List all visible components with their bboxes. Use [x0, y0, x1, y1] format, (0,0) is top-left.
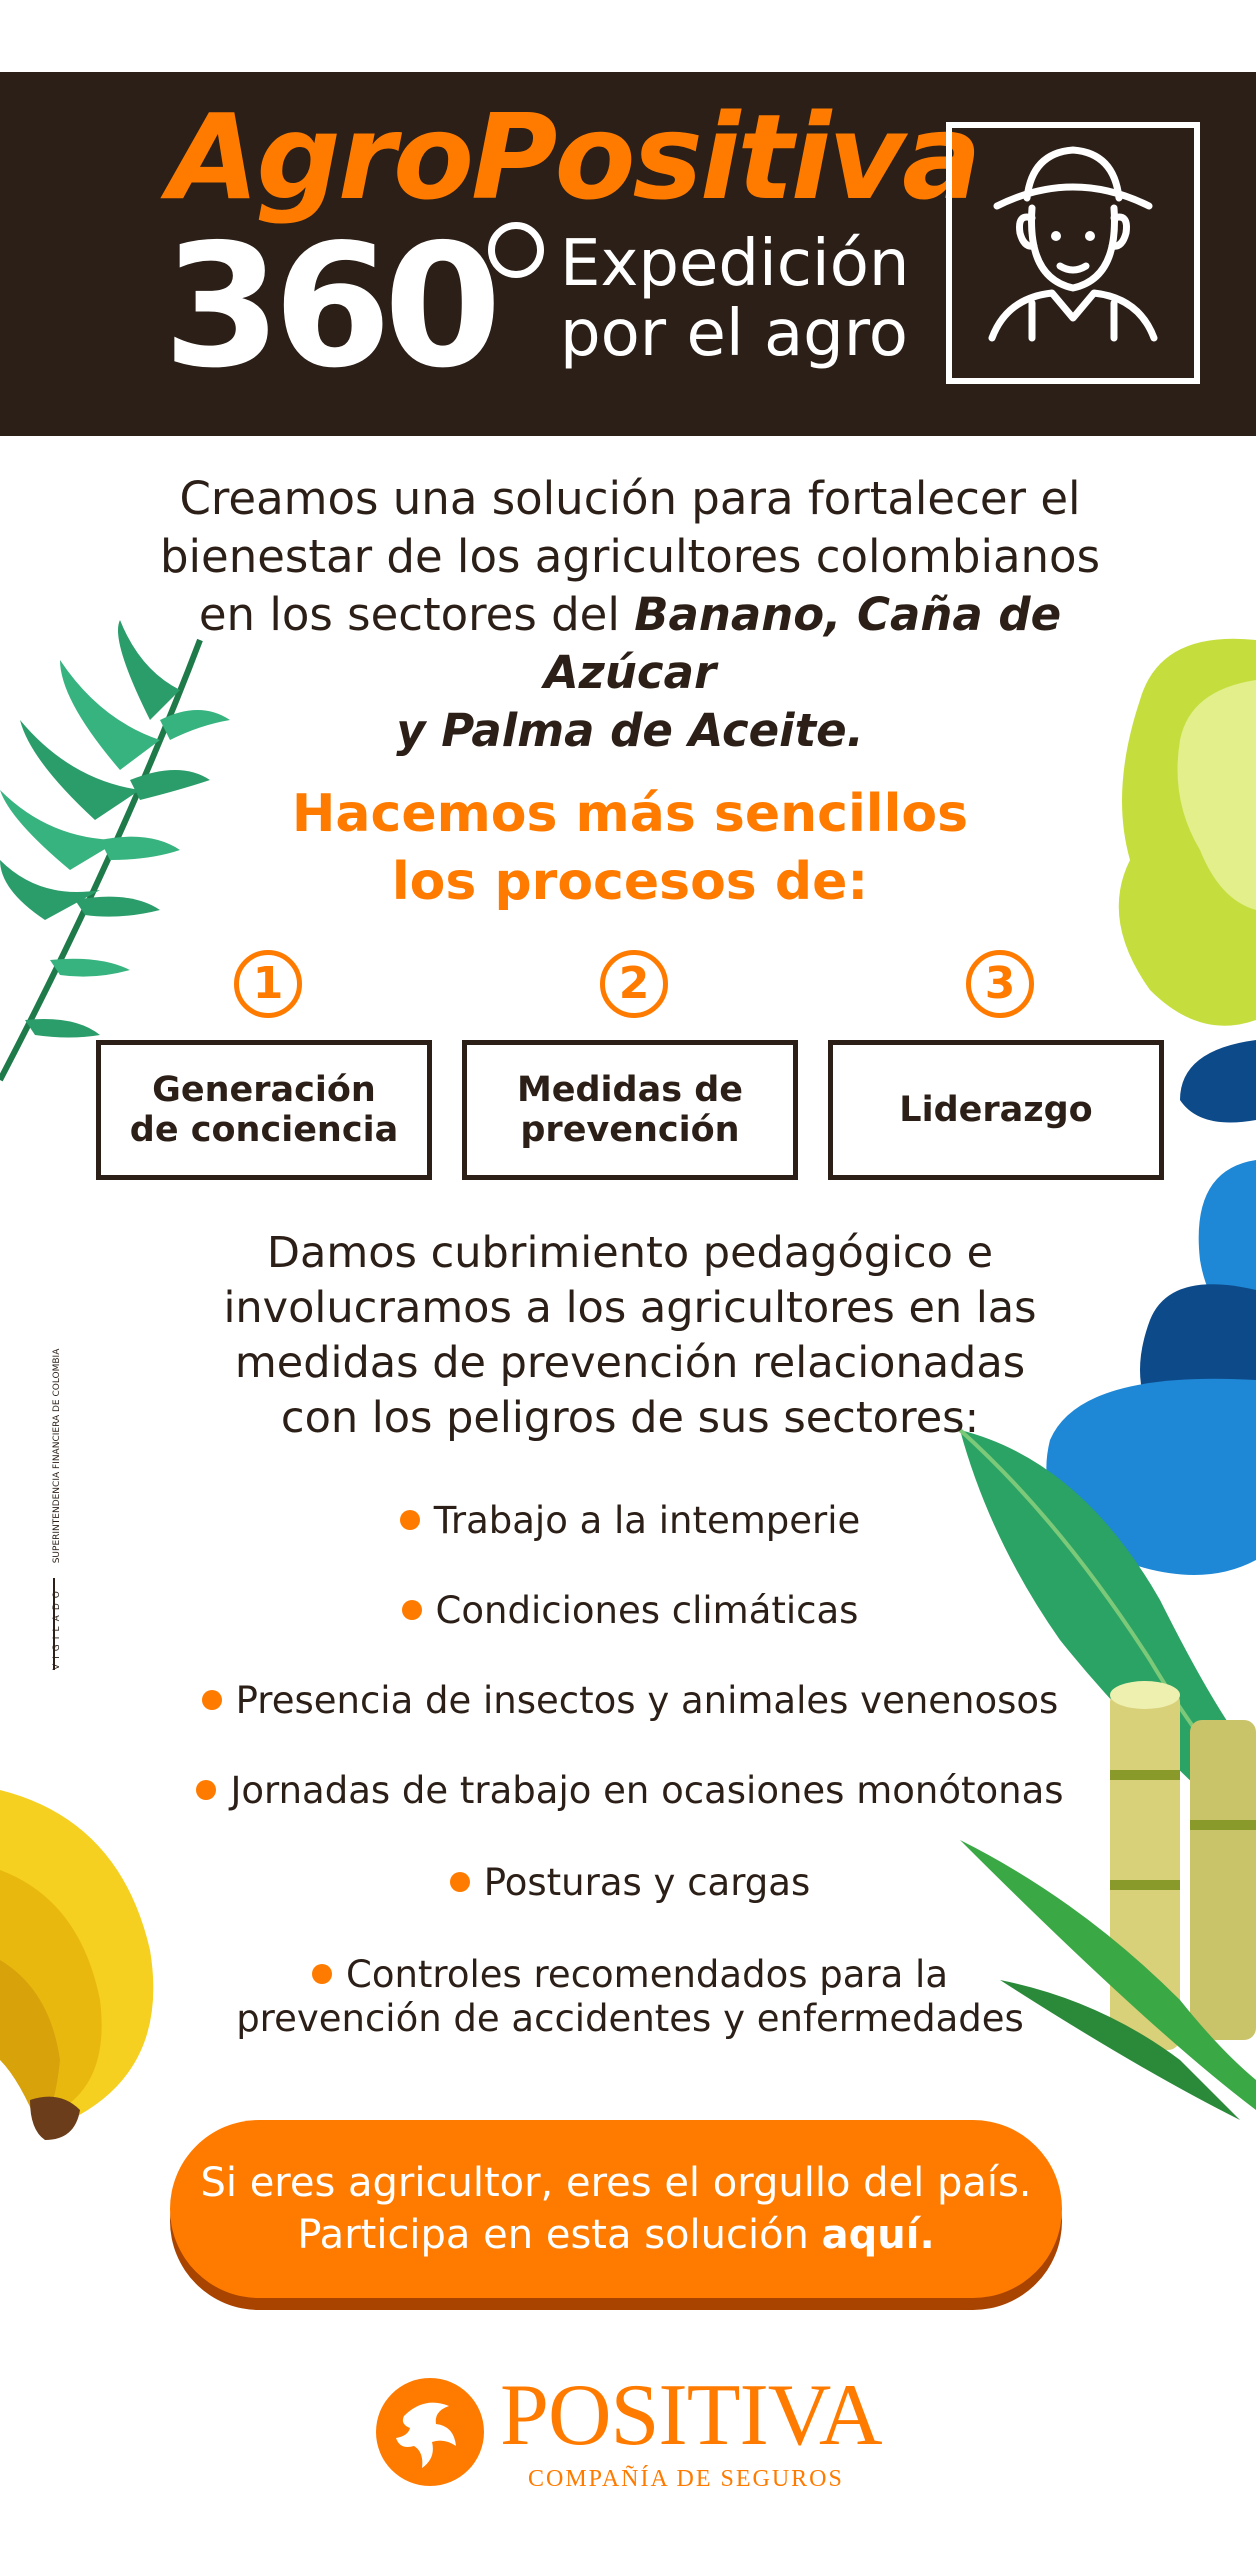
cta-line: Si eres agricultor, eres el orgullo del país.: [200, 2160, 1032, 2206]
list-item: [100, 1952, 1160, 1997]
vigilado-org: SUPERINTENDENCIA FINANCIERA: [52, 1414, 62, 1564]
list-item: [100, 1860, 1160, 1905]
step-box-2: [462, 1040, 798, 1180]
list-item: [100, 1768, 1160, 1813]
cta-button[interactable]: [170, 2120, 1062, 2298]
positiva-logo-icon: [374, 2376, 486, 2488]
subtitle-line1: Expedición: [560, 227, 910, 301]
step-label: prevención: [520, 1110, 740, 1150]
title-number: 360: [163, 208, 494, 406]
heading-line: los procesos de:: [391, 852, 869, 912]
intro-emphasis: y Palma de Aceite.: [396, 704, 864, 757]
cta-link[interactable]: aquí.: [821, 2212, 935, 2258]
intro-line: [130, 702, 1130, 760]
step-number-1: 1: [234, 950, 302, 1018]
list-item: [100, 1588, 1160, 1633]
heading-line: Hacemos más sencillos: [291, 784, 969, 844]
intro-line: Creamos una solución para fortalecer el: [179, 472, 1081, 525]
step-label: Generación: [152, 1070, 376, 1110]
list-item-text: Condiciones climáticas: [435, 1589, 859, 1632]
list-item-text: Presencia de insectos y animales venenosos: [235, 1679, 1059, 1722]
step-label: Medidas de: [516, 1070, 744, 1110]
step-box-1: [96, 1040, 432, 1180]
cta-line: [297, 2209, 934, 2261]
farmer-icon: [952, 128, 1194, 378]
bullet-icon: [196, 1780, 216, 1800]
bullet-icon: [202, 1690, 222, 1710]
logo-tagline: COMPAÑÍA DE SEGUROS: [528, 2466, 844, 2492]
list-item-continuation: prevención de accidentes y enfermedades: [236, 1997, 1024, 2040]
bullet-icon: [312, 1964, 332, 1984]
intro-line: [130, 586, 1130, 702]
step-number-3: 3: [966, 950, 1034, 1018]
brand-title: AgroPositiva: [168, 88, 979, 226]
list-item-text: Controles recomendados para la: [345, 1953, 949, 1996]
bullet-icon: [400, 1510, 420, 1530]
intro-text: en los sectores del: [198, 588, 635, 641]
list-item: [100, 1498, 1160, 1543]
degree-icon: [488, 222, 544, 278]
description-line: con los peligros de sus sectores:: [280, 1393, 980, 1443]
list-item-text: Trabajo a la intemperie: [433, 1499, 861, 1542]
section-heading: [180, 780, 1080, 916]
step-label: Liderazgo: [899, 1090, 1093, 1130]
step-box-3: [828, 1040, 1164, 1180]
list-item-text: Posturas y cargas: [483, 1861, 811, 1904]
description-line: medidas de prevención relacionadas: [234, 1338, 1026, 1388]
bullet-icon: [402, 1600, 422, 1620]
vigilado-org: DE COLOMBIA: [52, 1348, 62, 1412]
step-label: de conciencia: [129, 1110, 399, 1150]
vigilado-word: VIGILADO: [52, 1586, 62, 1670]
farmer-icon-frame: [946, 122, 1200, 384]
vigilado-stamp: [52, 1348, 72, 1670]
intro-line: bienestar de los agricultores colombianos: [159, 530, 1101, 583]
intro-emphasis: Banano, Caña de Azúcar: [543, 588, 1062, 699]
bullet-icon: [450, 1872, 470, 1892]
description-line: Damos cubrimiento pedagógico e: [266, 1228, 994, 1278]
step-number-2: 2: [600, 950, 668, 1018]
description-paragraph: [180, 1226, 1080, 1446]
description-line: involucramos a los agricultores en las: [223, 1283, 1037, 1333]
vigilado-text: [52, 1348, 62, 1670]
intro-paragraph: [130, 470, 1130, 760]
logo-wordmark: POSITIVA: [500, 2367, 882, 2464]
cta-text: Participa en esta solución: [297, 2212, 822, 2258]
subtitle-line2: por el agro: [560, 297, 908, 371]
list-item: [100, 1678, 1160, 1723]
list-item-text: Jornadas de trabajo en ocasiones monótonas: [230, 1769, 1064, 1812]
